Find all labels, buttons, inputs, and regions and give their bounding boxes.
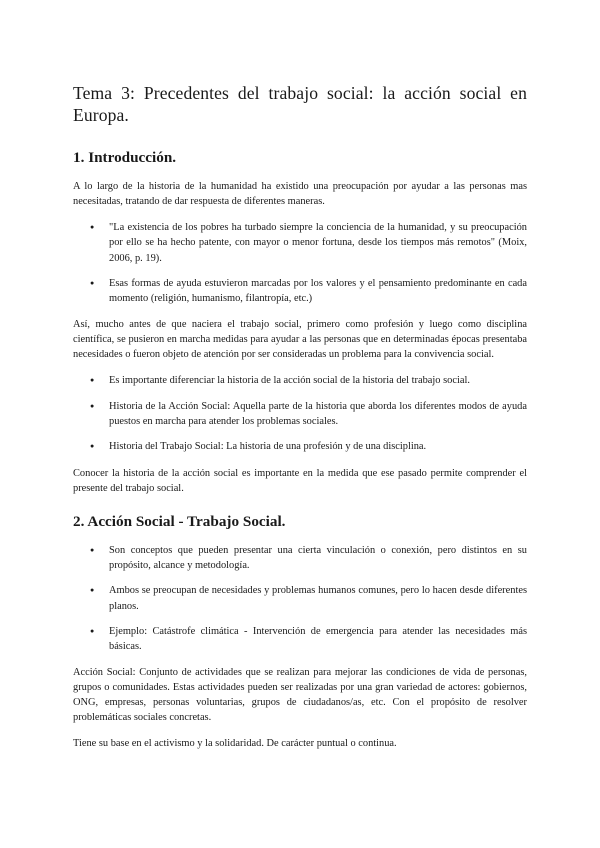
list-item: ● Es importante diferenciar la historia de la acción social de la historia del trabajo social. [73, 373, 527, 388]
list-item: ● Ejemplo: Catástrofe climática - Intervención de emergencia para atender las necesidades más básicas. [73, 624, 527, 655]
list-item: ● Son conceptos que pueden presentar una cierta vinculación o conexión, pero distintos en su propósito, alcance y metodología. [73, 543, 527, 574]
paragraph: Acción Social: Conjunto de actividades que se realizan para mejorar las condiciones de vida de personas, grupos o comunidades. Estas actividades pueden ser realizadas por una gran variedad de actores: gobiernos, ONG, empresas, personas voluntarias, grupos de ciudadanos/as, etc. Con el propósito de resolver problemáticas sociales concretas. [73, 667, 527, 724]
list-item: ● Ambos se preocupan de necesidades y problemas humanos comunes, pero lo hacen desde diferentes planos. [73, 583, 527, 614]
bullet-list [73, 543, 527, 655]
paragraph: Conocer la historia de la acción social es importante en la medida que ese pasado permite comprender el presente del trabajo social. [73, 467, 527, 494]
list-item: ● Historia del Trabajo Social: La historia de una profesión y de una disciplina. [73, 439, 527, 454]
bullet-list [73, 220, 527, 306]
list-item: ● Historia de la Acción Social: Aquella parte de la historia que aborda los diferentes modos de ayuda puestos en marcha para atender los problemas sociales. [73, 399, 527, 430]
section-heading-introduccion: 1. Introducción. [73, 149, 177, 166]
list-item: ● "La existencia de los pobres ha turbado siempre la conciencia de la humanidad, y su preocupación por ello se ha hecho patente, con mayor o menor fortuna, desde los tiempos más remotos" (Moix, 2006, p. 19). [73, 220, 527, 266]
bullet-list [73, 373, 527, 454]
paragraph: Así, mucho antes de que naciera el trabajo social, primero como profesión y luego como disciplina científica, se pusieron en marcha medidas para ayudar a las personas que en determinadas épocas presentaba necesidades o fueron objeto de atención por ser consideradas un problema para la convivencia social. [73, 319, 527, 361]
document-title: Tema 3: Precedentes del trabajo social: la acción social en Europa. [73, 83, 527, 125]
section-heading-accion-social: 2. Acción Social - Trabajo Social. [73, 512, 286, 530]
paragraph: A lo largo de la historia de la humanidad ha existido una preocupación por ayudar a las personas mas necesitadas, tratando de dar respuesta de diferentes maneras. [73, 181, 527, 207]
paragraph: Tiene su base en el activismo y la solidaridad. De carácter puntual o continua. [73, 738, 397, 750]
list-item: ● Esas formas de ayuda estuvieron marcadas por los valores y el pensamiento predominante en cada momento (religión, humanismo, filantropía, etc.) [73, 276, 527, 307]
